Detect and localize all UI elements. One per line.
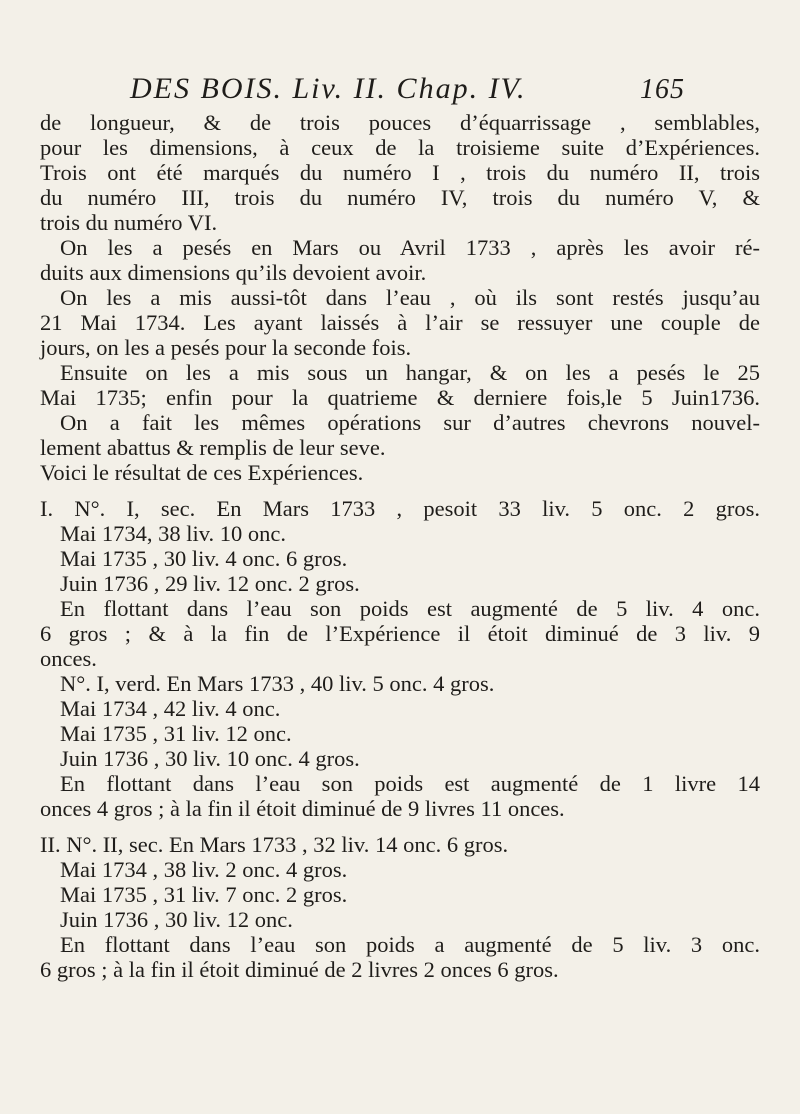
running-header <box>130 72 685 112</box>
text-line: Ensuite on les a mis sous un hangar, & on les a pesés le 25 <box>60 360 760 385</box>
weight-entry: Juin 1736 , 30 liv. 10 onc. 4 gros. <box>60 746 360 771</box>
weight-entry: Mai 1735 , 31 liv. 7 onc. 2 gros. <box>60 882 348 907</box>
weight-entry: Juin 1736 , 29 liv. 12 onc. 2 gros. <box>60 571 360 596</box>
text-line: Voici le résultat de ces Expériences. <box>40 460 364 485</box>
weight-note: En flottant dans l’eau son poids est augmenté de 5 liv. 4 onc. <box>60 596 760 621</box>
weight-entry: Juin 1736 , 30 liv. 12 onc. <box>60 907 293 932</box>
text-line: jours, on les a pesés pour la seconde fois. <box>40 335 412 360</box>
weight-entry: II. N°. II, sec. En Mars 1733 , 32 liv. 14 onc. 6 gros. <box>40 832 509 857</box>
text-line: Mai 1735; enfin pour la quatrieme & derniere fois,le 5 Juin1736. <box>40 385 760 410</box>
text-line: trois du numéro VI. <box>40 210 218 235</box>
section-gap <box>40 485 760 496</box>
text-line: lement abattus & remplis de leur seve. <box>40 435 386 460</box>
weight-entry: Mai 1734, 38 liv. 10 onc. <box>60 521 287 546</box>
text-line: On les a pesés en Mars ou Avril 1733 , après les avoir ré- <box>60 235 760 260</box>
weight-entry: Mai 1735 , 30 liv. 4 onc. 6 gros. <box>60 546 348 571</box>
text-line: 21 Mai 1734. Les ayant laissés à l’air se ressuyer une couple de <box>40 310 760 335</box>
weight-note: En flottant dans l’eau son poids est augmenté de 1 livre 14 <box>60 771 760 796</box>
text-line: On a fait les mêmes opérations sur d’autres chevrons nouvel- <box>60 410 760 435</box>
text-line: On les a mis aussi-tôt dans l’eau , où ils sont restés jusqu’au <box>60 285 760 310</box>
weight-note: En flottant dans l’eau son poids a augmenté de 5 liv. 3 onc. <box>60 932 760 957</box>
weight-entry: N°. I, verd. En Mars 1733 , 40 liv. 5 onc. 4 gros. <box>60 671 495 696</box>
section-gap <box>40 821 760 832</box>
text-line: pour les dimensions, à ceux de la troisieme suite d’Expériences. <box>40 135 760 160</box>
weight-note: onces 4 gros ; à la fin il étoit diminué de 9 livres 11 onces. <box>40 796 565 821</box>
page-number: 165 <box>640 74 685 105</box>
weight-note: 6 gros ; & à la fin de l’Expérience il étoit diminué de 3 liv. 9 <box>40 621 760 646</box>
weight-entry: Mai 1735 , 31 liv. 12 onc. <box>60 721 292 746</box>
text-line: Trois ont été marqués du numéro I , trois du numéro II, trois <box>40 160 760 185</box>
text-line: du numéro III, trois du numéro IV, trois du numéro V, & <box>40 185 760 210</box>
text-line: duits aux dimensions qu’ils devoient avoir. <box>40 260 427 285</box>
weight-entry: Mai 1734 , 42 liv. 4 onc. <box>60 696 281 721</box>
weight-note: 6 gros ; à la fin il étoit diminué de 2 livres 2 onces 6 gros. <box>40 957 559 982</box>
weight-entry: I. N°. I, sec. En Mars 1733 , pesoit 33 liv. 5 onc. 2 gros. <box>40 496 760 521</box>
weight-entry: Mai 1734 , 38 liv. 2 onc. 4 gros. <box>60 857 348 882</box>
weight-note: onces. <box>40 646 97 671</box>
text-line: de longueur, & de trois pouces d’équarrissage , semblables, <box>40 110 760 135</box>
running-title: DES BOIS. Liv. II. Chap. IV. <box>130 72 527 105</box>
body-text <box>40 110 760 982</box>
